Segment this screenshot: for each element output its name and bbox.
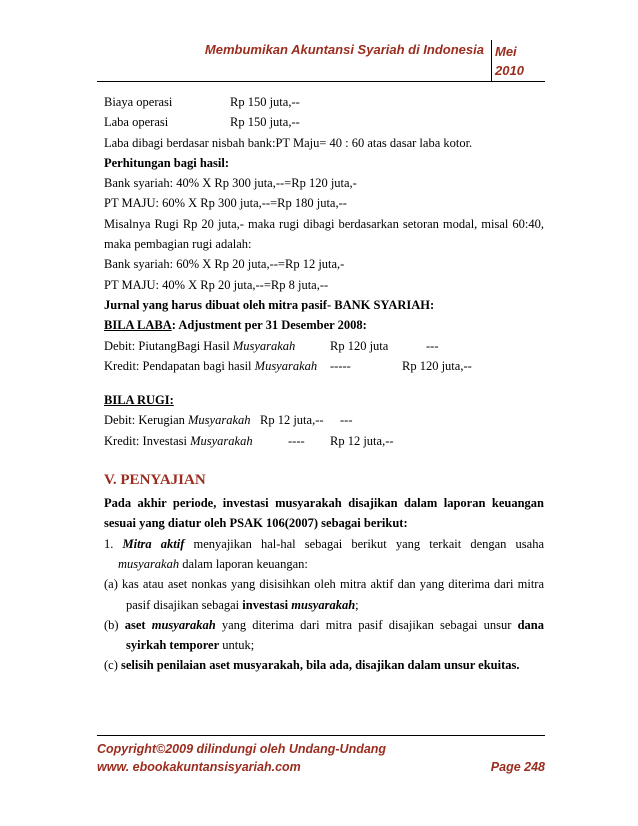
spacer	[104, 376, 544, 390]
text-line: maka pembagian rugi adalah:	[104, 237, 252, 252]
list-item: 1. Mitra aktif menyajikan hal-hal sebagai berikut yang terkait dengan usaha	[104, 536, 544, 551]
text-line: Bank syariah: 40% X Rp 300 juta,--=Rp 120 juta,-	[104, 176, 357, 191]
header-date-year: 2010	[495, 63, 524, 78]
header-rule	[97, 81, 545, 82]
journal-line: Kredit: Pendapatan bagi hasil Musyarakah ----- Rp 120 juta,--	[104, 358, 472, 373]
journal-line: Debit: PiutangBagi Hasil Musyarakah Rp 120 juta ---	[104, 338, 439, 353]
copyright-text: Copyright©2009 dilindungi oleh Undang-Undang	[97, 742, 387, 756]
list-item-continued: musyarakah dalam laporan keuangan:	[118, 556, 308, 571]
text-line: Misalnya Rugi Rp 20 juta,- maka rugi dibagi berdasarkan setoran modal, misal 60:40,	[104, 216, 544, 231]
list-item: (a) kas atau aset nonkas yang disisihkan oleh mitra aktif dan yang diterima dari mitra	[104, 577, 544, 592]
text-line: PT MAJU: 40% X Rp 20 juta,--=Rp 8 juta,--	[104, 277, 329, 292]
paragraph-line: Pada akhir periode, investasi musyarakah disajikan dalam laporan keuangan	[104, 496, 544, 511]
list-item-continued: syirkah temporer untuk;	[126, 638, 255, 653]
text-line: Bank syariah: 60% X Rp 20 juta,--=Rp 12 juta,-	[104, 257, 345, 272]
subheading: BILA LABA: Adjustment per 31 Desember 2008:	[104, 318, 367, 333]
journal-line: Kredit: Investasi Musyarakah ---- Rp 12 juta,--	[104, 433, 394, 448]
header-divider	[491, 40, 492, 82]
text-line: Biaya operasi Rp 150 juta,--	[104, 95, 300, 109]
subheading: BILA RUGI:	[104, 393, 174, 408]
page-number: Page 248	[490, 760, 545, 774]
website-text: www. ebookakuntansisyariah.com	[97, 760, 301, 774]
footer-rule	[97, 735, 545, 736]
header-title: Membumikan Akuntansi Syariah di Indonesia	[204, 42, 484, 57]
header-date-month: Mei	[495, 44, 517, 59]
subheading: Jurnal yang harus dibuat oleh mitra pasif- BANK SYARIAH:	[104, 297, 435, 312]
text-line: Laba dibagi berdasar nisbah bank:PT Maju= 40 : 60 atas dasar laba kotor.	[104, 135, 473, 150]
page-header	[97, 42, 545, 80]
paragraph-line: sesuai yang diatur oleh PSAK 106(2007) sebagai berikut:	[104, 516, 408, 531]
spacer	[104, 451, 544, 467]
journal-line: Debit: Kerugian Musyarakah Rp 12 juta,-- ---	[104, 413, 353, 428]
page-footer	[97, 740, 545, 776]
header-date	[495, 42, 524, 80]
list-item: (b) aset musyarakah yang diterima dari mitra pasif disajikan sebagai unsur dana	[104, 617, 545, 632]
page-body	[104, 92, 544, 676]
list-item: (c) selisih penilaian aset musyarakah, bila ada, disajikan dalam unsur ekuitas.	[104, 658, 520, 673]
subheading: Perhitungan bagi hasil:	[104, 155, 230, 170]
list-item-continued: pasif disajikan sebagai investasi musyarakah;	[126, 597, 359, 612]
text-line: Laba operasi Rp 150 juta,--	[104, 115, 300, 130]
text-line: PT MAJU: 60% X Rp 300 juta,--=Rp 180 juta,--	[104, 196, 347, 211]
section-title: V. PENYAJIAN	[104, 472, 206, 489]
